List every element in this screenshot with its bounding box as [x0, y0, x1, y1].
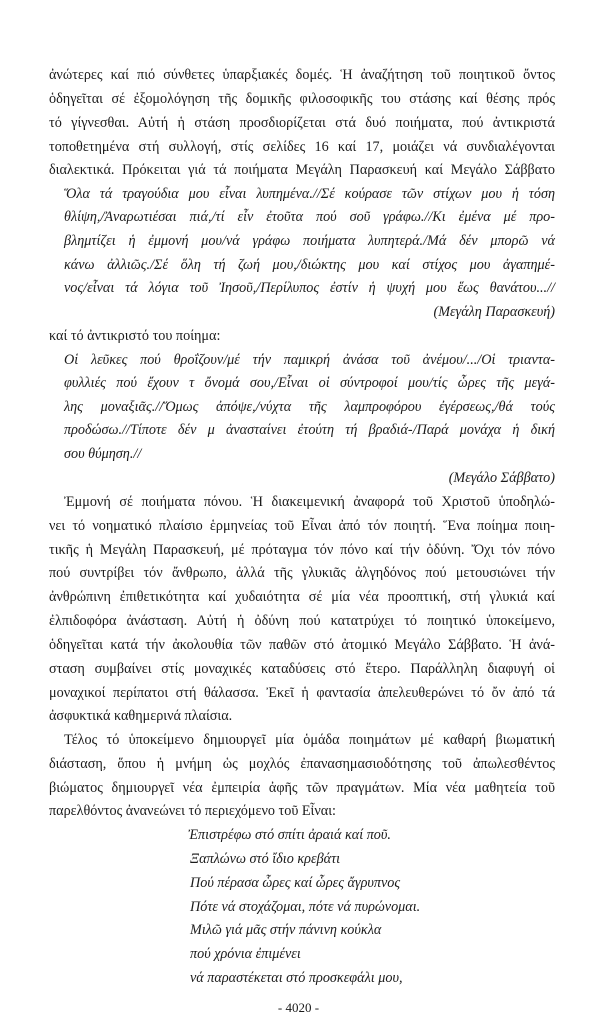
text-line: Τέλος τό ὑποκείμενο δημιουργεῖ μία ὁμάδα ποιημάτων μέ καθαρή βιωματική	[64, 732, 555, 748]
text-line: τό γίγνεσθαι. Αὐτή ἡ στάση προσδιορίζεται στά δυό ποιήματα, πού ἀντικριστά	[49, 115, 555, 131]
transition-line: καί τό ἀντικριστό του ποίημα:	[49, 328, 221, 344]
text-line: διάσταση, ὅπου ἡ μνήμη ὡς μοχλός ἐπανασημασιοδότησης τοῦ ἀπωλεσθέντος	[49, 756, 555, 772]
quote-attribution: (Μεγάλη Παρασκευή)	[433, 304, 555, 320]
text-line: Ἐμμονή σέ ποιήματα πόνου. Ἡ διακειμενική ἀναφορά τοῦ Χριστοῦ ὑποδηλώ-	[64, 494, 555, 510]
text-line: παρελθόντος ἀνανεώνει τό περιεχόμενο τοῦ Εἶναι:	[49, 803, 336, 819]
poem-line: Μιλῶ γιά μᾶς στήν πάνινη κούκλα	[190, 922, 382, 938]
text-line: ἐλπιδοφόρα ἀνάσταση. Αὐτή ἡ ὀδύνη πού κατατρύχει τό ποιητικό ὑποκείμενο,	[49, 613, 555, 629]
quote-line: λης μοναξιᾶς.//Ὅμως ἀπόψε,/νύχτα τῆς λαμπροφόρου ἐγέρσεως,/θά τούς	[64, 399, 555, 415]
poem-line: Ἐπιστρέφω στό σπίτι ἀραιά καί ποῦ.	[188, 827, 391, 843]
text-line: σταση συμβαίνει στίς μοναχικές καταδύσεις στό ἕτερο. Παράλληλη διαφυγή οἱ	[49, 661, 555, 677]
text-line: τικῆς ἡ Μεγάλη Παρασκευή, μέ πρόταγμα τόν πόνο καί τήν ὀδύνη. Ὄχι τόν πόνο	[49, 542, 555, 558]
quote-line: θλίψη,/Ἀναρωτιέσαι πιά,/τί εἶν ἐτοῦτα πού σοῦ γράφω.//Κι ἐμένα μέ προ-	[64, 209, 555, 225]
text-line: διαλεκτικά. Πρόκειται γιά τά ποιήματα Μεγάλη Παρασκευή καί Μεγάλο Σάββατο	[49, 162, 555, 178]
quote-line: Οἱ λεῦκες πού θροΐζουν/μέ τήν παμικρή ἀνάσα τοῦ ἀνέμου/.../Οἱ τριαντα-	[64, 352, 555, 368]
text-line: τοποθετημένα στή συλλογή, στίς σελίδες 16 καί 17, μοιάζει νά συνδιαλέγονται	[49, 139, 555, 155]
poem-line: πού χρόνια ἐπιμένει	[190, 946, 301, 962]
quote-line: βλημτίζει ἡ ἐμμονή μου/νά γράφω ποιήματα λυπητερά./Μά δέν μπορῶ νά	[64, 233, 555, 249]
page-number: - 4020 -	[277, 1000, 320, 1015]
poem-line: Ξαπλώνω στό ἴδιο κρεβάτι	[190, 851, 341, 867]
quote-line: Ὅλα τά τραγούδια μου εἶναι λυπημένα.//Σέ κούρασε τῶν στίχων μου ἡ τόση	[64, 186, 555, 202]
poem-line: Πότε νά στοχάζομαι, πότε νά πυρώνομαι.	[190, 899, 421, 915]
text-line: ἀνθρώπινη ἐπιθετικότητα καί χυδαιότητα σέ μία νέα προοπτική, στή γλυκιά καί	[49, 589, 555, 605]
text-line: ὁδηγεῖται σέ ἐξομολόγηση τῆς δομικῆς φιλοσοφικῆς του στάσης καί θέσης πρός	[49, 91, 555, 107]
quote-line: νος/εἶναι τά λόγια τοῦ Ἰησοῦ,/Περίλυπος ἐστίν ἡ ψυχή μου ἕως θανάτου...//	[64, 280, 555, 296]
text-line: ἀνώτερες καί πιό σύνθετες ὑπαρξιακές δομές. Ἡ ἀναζήτηση τοῦ ποιητικοῦ ὄντος	[49, 67, 555, 83]
text-line: ὁδηγεῖται κατά τήν ἀκολουθία τῶν παθῶν στό ἀτομικό Μεγάλο Σάββατο. Ἡ ἀνά-	[49, 637, 555, 653]
quote-line: φυλλιές πού ἔχουν τ ὄνομά σου,/Εἶναι οἱ σύντροφοί μου/τίς ὧρες τῆς μεγά-	[64, 375, 555, 391]
quote-line: προδώσω.//Τίποτε δέν μ ἀνασταίνει ἐτούτη τή βραδιά-/Παρά μονάχα ἡ δική	[64, 422, 555, 438]
text-line: νει τό νοηματικό πλαίσιο ἑρμηνείας τοῦ Εἶναι ἀπό τόν ποιητή. Ἕνα ποίημα ποιη-	[49, 518, 555, 534]
text-line: ἀσφυκτικά καθημερινά πλαίσια.	[49, 708, 233, 724]
quote-line: κάνω ἀλλιῶς./Σέ ὅλη τή ζωή μου,/διώκτης μου καί στίχος μου ἀγαπημέ-	[64, 257, 555, 273]
quote-line: σου θύμηση.//	[64, 446, 142, 462]
text-line: πού συντρίβει τόν ἄνθρωπο, ἀλλά τῆς γλυκιᾶς ἀλγηδόνος πού μετουσιώνει τήν	[49, 565, 555, 581]
text-line: βιώματος δημιουργεῖ νέα ἐμπειρία ἀφῆς τῶν πραγμάτων. Μία νέα μαθητεία τοῦ	[49, 780, 555, 796]
text-line: μοναχικοί περίπατοι στή θάλασσα. Ἐκεῖ ἡ φαντασία ἀπελευθερώνει τό ὄν ἀπό τά	[49, 685, 555, 701]
poem-line: νά παραστέκεται στό προσκεφάλι μου,	[190, 970, 403, 986]
quote-attribution: (Μεγάλο Σάββατο)	[448, 470, 555, 486]
poem-line: Πού πέρασα ὧρες καί ὧρες ἄγρυπνος	[190, 875, 401, 891]
